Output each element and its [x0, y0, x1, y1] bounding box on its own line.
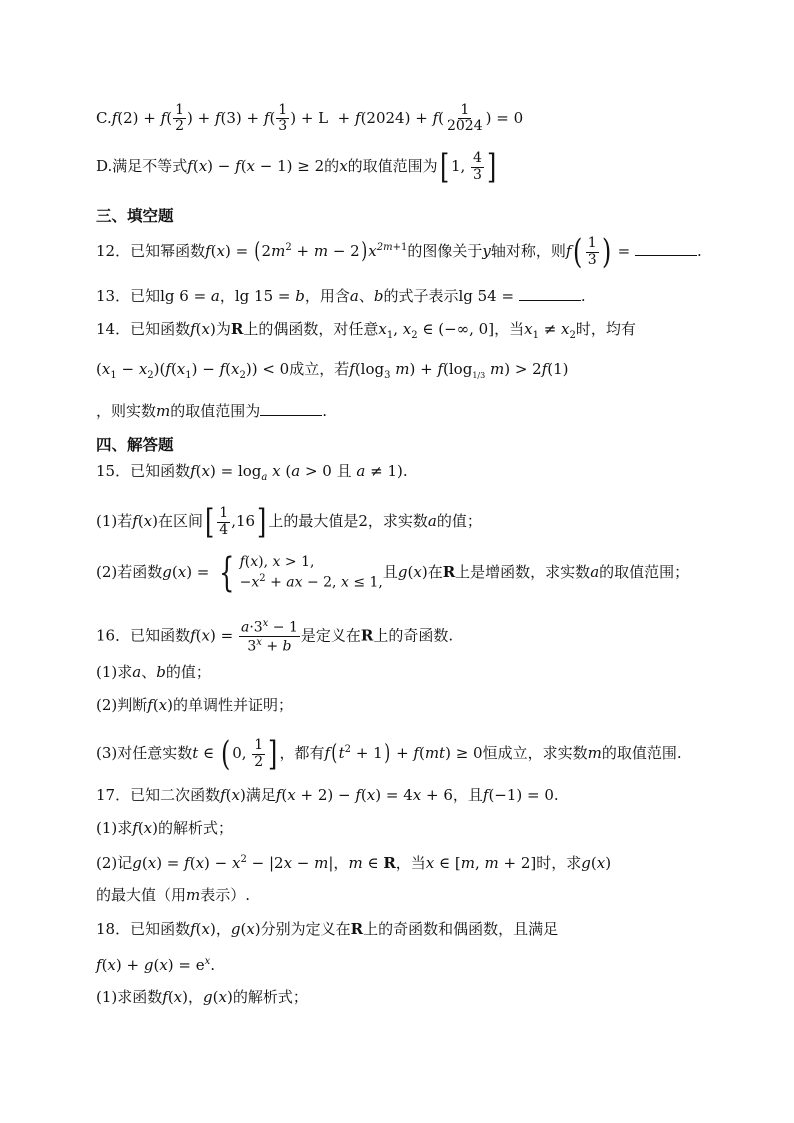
q15-p2a: (2)若函数: [96, 563, 163, 581]
q17-p2c: 时，求: [536, 854, 582, 872]
q15-p2b: 且: [382, 563, 398, 581]
option-d-mid: 的: [324, 157, 340, 175]
q17-text: 17．已知二次函数: [96, 786, 221, 804]
q17-p1a: (1)求: [96, 819, 133, 837]
question-17-part-2: (2)记$g(x) = f(x) - x^2 - |2x - m|$，m ∈ R，当x ∈ [m, m + 2]时，求g(x): [96, 854, 612, 872]
q18-mid2: 分别为定义在: [260, 920, 351, 938]
q15-p2d: 上是增函数，求实数: [455, 563, 591, 581]
q13-mid3: 的式子表示: [383, 287, 459, 305]
option-d-label: D.满足不等式: [96, 157, 188, 175]
question-17-part-2-line-2: 的最大值（用m表示）.: [96, 886, 251, 904]
option-d: D.满足不等式f(x) − f(x − 1) ≥ 2的x的取值范围为[ 1, $\frac{4}{3}$ ]: [96, 147, 497, 187]
q13-mid: ，用含: [304, 287, 350, 305]
question-17: 17．已知二次函数f(x)满足f(x + 2) − f(x) = 4x + 6，且f(−1) = 0.: [96, 786, 559, 804]
q16-tail: 是定义在: [300, 626, 361, 645]
q15-p2c: 在: [427, 563, 443, 581]
q12-text: 12．已知幂函数: [96, 242, 206, 260]
question-15: 15．已知函数$f(x) = \log_a x$ (a > 0 且 a ≠ 1).: [96, 462, 408, 483]
q14-line2a: 成立，若: [289, 360, 350, 378]
question-18-part-1: (1)求函数f(x)，g(x)的解析式；: [96, 988, 308, 1006]
option-c-expr: = 0: [496, 108, 524, 127]
question-15-part-1: (1)若f(x)在区间[ $\frac{1}{4}$ ,16] 上的最大值是2，求实数a的值；: [96, 502, 482, 542]
q16-p1a: (1)求: [96, 663, 133, 681]
q17-p2d: 的最大值（用: [96, 886, 187, 904]
question-17-part-1: (1)求f(x)的解析式；: [96, 819, 234, 837]
q15-p1d: 的值；: [436, 512, 482, 530]
q16-p2a: (2)判断: [96, 696, 148, 714]
q14-mid4: 时，均有: [575, 320, 636, 338]
section-3-title: 三、填空题: [96, 207, 174, 225]
q17-p1b: 的解析式；: [158, 819, 234, 837]
q13-mid2: 、: [358, 287, 374, 305]
question-14-line-2: $(x_1 - x_2)(f(x_1) - f(x_2)) < 0$成立，若$f(\log_3$ $m) + f(\log_{1/3}$ m) > 2f(1): [96, 360, 569, 381]
q14-mid2: 上的偶函数，对任意: [243, 320, 379, 338]
question-16-part-3: (3)对任意实数t ∈ ( 0, $\frac{1}{2}$ ] ，都有$f(t^2 + 1) + f(mt) \ge 0$恒成立，求实数m的取值范围.: [96, 734, 682, 774]
question-18: 18．已知函数f(x)，g(x)分别为定义在R上的奇函数和偶函数，且满足: [96, 920, 559, 938]
q14-line3b: 的取值范围为: [170, 402, 261, 420]
q18-mid: ，: [215, 920, 231, 938]
q18-p1b: ，: [188, 988, 204, 1006]
q16-p2b: 的单调性并证明；: [173, 696, 294, 714]
q16-tail2: 上的奇函数.: [373, 626, 454, 645]
q17-p2e: 表示）.: [200, 886, 251, 904]
q18-mid3: 上的奇函数和偶函数，且满足: [363, 920, 559, 938]
q17-p2a: (2)记: [96, 854, 133, 872]
question-14: 14．已知函数f(x)为R上的偶函数，对任意$x_1$, $x_2$ ∈ (−∞, 0]，当$x_1 \ne x_2$时，均有: [96, 320, 636, 341]
question-18-line-2: $f(x) + g(x) = e^x$.: [96, 956, 216, 974]
q14-text: 14．已知函数: [96, 320, 191, 338]
q13-text: 13．已知: [96, 287, 161, 305]
q17-p2b: ，当: [395, 854, 426, 872]
question-15-part-2: (2)若函数g(x) = { f(x), x > 1, $-x^2$ + ax − 2, x ≤ 1, 且g(x)在R上是增函数，求实数a的取值范围；: [96, 550, 690, 596]
q15-p1a: (1)若: [96, 512, 133, 530]
question-14-line-3: ，则实数m的取值范围为 .: [96, 402, 328, 420]
q16-p3a: (3)对任意实数: [96, 744, 193, 762]
option-c: C.f(2) + f( $\frac{1}{2}$ ) + f(3) + f( $\frac{1}{3}$ ) + L + f(2024) + f( $\frac{1}{2024}$ ) = 0: [96, 102, 524, 135]
question-16-part-2: (2)判断f(x)的单调性并证明；: [96, 696, 294, 714]
q12-mid: 的图像关于: [407, 242, 483, 260]
q16-p1b: 、: [141, 663, 157, 681]
question-16: 16．已知函数f(x) = $\frac{a\cdot 3^x - 1}{3^x + b}$ 是定义在R上的奇函数.: [96, 618, 454, 655]
option-c-label: C.: [96, 108, 112, 127]
question-12: 12．已知幂函数$f(x) = (2m^2 + m - 2)x^{2m+1}$的图像关于y轴对称，则f( $\frac{1}{3}$ ) = .: [96, 232, 702, 272]
q15-p1b: 在区间: [158, 512, 204, 530]
q15-cond: 且: [336, 462, 352, 480]
option-d-tail: 的取值范围为: [347, 157, 438, 175]
q15-p2e: 的取值范围；: [599, 563, 690, 581]
q14-mid3: ，当: [494, 320, 525, 338]
q12-mid2: 轴对称，则: [490, 242, 566, 260]
q16-p3c: 恒成立，求实数: [482, 744, 588, 762]
q18-text: 18．已知函数: [96, 920, 191, 938]
q18-p1a: (1)求函数: [96, 988, 163, 1006]
q16-p1c: 的值；: [165, 663, 211, 681]
q14-line3: ，则实数: [96, 402, 157, 420]
q16-text: 16．已知函数: [96, 626, 191, 645]
q17-mid2: ，且: [452, 786, 483, 804]
q15-p1c: 上的最大值是2，求实数: [268, 512, 428, 530]
section-4-title: 四、解答题: [96, 436, 174, 454]
q16-p3d: 的取值范围.: [601, 744, 682, 762]
q17-mid: 满足: [245, 786, 276, 804]
q14-mid: 为: [215, 320, 231, 338]
question-16-part-1: (1)求a、b的值；: [96, 663, 211, 681]
q15-text: 15．已知函数: [96, 462, 191, 480]
q16-p3b: ，都有: [279, 744, 325, 762]
question-13: 13．已知lg 6 = a，lg 15 = b，用含a、b的式子表示lg 54 = .: [96, 287, 586, 305]
q18-p1c: 的解析式；: [232, 988, 308, 1006]
